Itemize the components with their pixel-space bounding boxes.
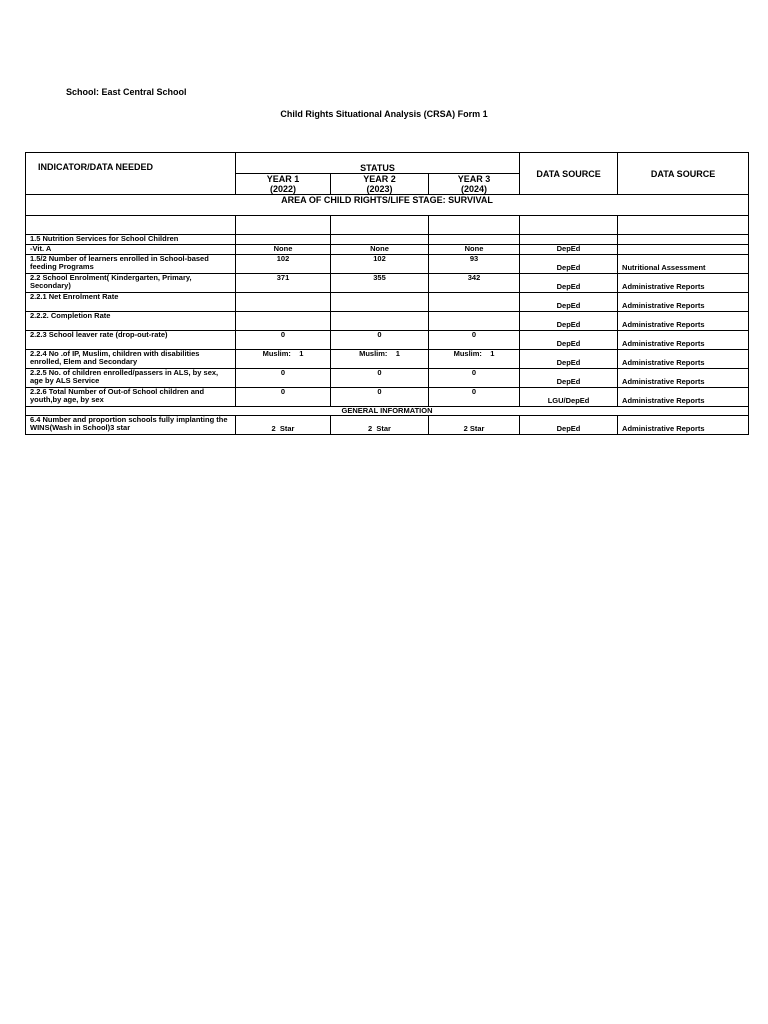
table-row (26, 311, 749, 330)
row-source-2 (618, 245, 749, 255)
blank-row (26, 216, 749, 235)
row-indicator: 2.2.1 Net Enrolment Rate (26, 292, 236, 311)
table-row (26, 387, 749, 406)
row-year-3: 342 (429, 273, 520, 292)
row-year-2: 102 (331, 254, 429, 273)
table-row (26, 292, 749, 311)
row-source-2: Administrative Reports (618, 368, 749, 387)
header-data-source-2: DATA SOURCE (618, 153, 749, 195)
general-info-label: GENERAL INFORMATION (26, 406, 749, 415)
row-year-2: 2 Star (331, 415, 429, 434)
row-source-1: DepEd (520, 273, 618, 292)
row-source-1: DepEd (520, 368, 618, 387)
row-year-2: 0 (331, 368, 429, 387)
year-2-sub: (2023) (366, 184, 393, 194)
row-year-3: 0 (429, 368, 520, 387)
header-status: STATUS (236, 153, 520, 174)
row-year-2: Muslim: 1 (331, 349, 429, 368)
table-row (26, 415, 749, 434)
row-year-3: 2 Star (429, 415, 520, 434)
row-source-1: DepEd (520, 292, 618, 311)
row-year-1: 371 (236, 273, 331, 292)
row-year-1 (236, 235, 331, 245)
row-year-2: 0 (331, 387, 429, 406)
row-year-3 (429, 292, 520, 311)
year-1-sub: (2022) (269, 184, 296, 194)
header-indicator: INDICATOR/DATA NEEDED (26, 153, 236, 195)
table-row (26, 235, 749, 245)
crsa-table (25, 152, 749, 435)
header-year-2 (331, 174, 429, 195)
row-year-2 (331, 235, 429, 245)
year-1-label: YEAR 1 (266, 174, 300, 184)
row-year-3: Muslim: 1 (429, 349, 520, 368)
row-source-2: Administrative Reports (618, 311, 749, 330)
form-title: Child Rights Situational Analysis (CRSA) Form 1 (280, 109, 488, 119)
row-year-1: None (236, 245, 331, 255)
table-row (26, 273, 749, 292)
row-year-2 (331, 292, 429, 311)
table-row (26, 254, 749, 273)
row-year-1: 2 Star (236, 415, 331, 434)
row-year-3: 93 (429, 254, 520, 273)
header-row (26, 153, 749, 174)
row-indicator: 1.5 Nutrition Services for School Children (26, 235, 236, 245)
row-year-2: 355 (331, 273, 429, 292)
row-year-2 (331, 311, 429, 330)
row-year-1: Muslim: 1 (236, 349, 331, 368)
row-source-2: Administrative Reports (618, 273, 749, 292)
row-year-1: 0 (236, 368, 331, 387)
row-source-1: DepEd (520, 311, 618, 330)
row-indicator: 2.2.6 Total Number of Out-of School children and youth,by age, by sex (26, 387, 236, 406)
row-source-2: Administrative Reports (618, 415, 749, 434)
row-indicator: 2.2 School Enrolment( Kindergarten, Primary, Secondary) (26, 273, 236, 292)
row-source-1 (520, 235, 618, 245)
row-year-2: None (331, 245, 429, 255)
row-source-2: Administrative Reports (618, 349, 749, 368)
header-year-3 (429, 174, 520, 195)
row-year-3: 0 (429, 387, 520, 406)
row-year-1: 102 (236, 254, 331, 273)
row-indicator: -Vit. A (26, 245, 236, 255)
row-year-3 (429, 311, 520, 330)
row-indicator: 1.5/2 Number of learners enrolled in School-based feeding Programs (26, 254, 236, 273)
row-year-1 (236, 292, 331, 311)
row-source-1: DepEd (520, 349, 618, 368)
row-source-2: Nutritional Assessment (618, 254, 749, 273)
row-year-1 (236, 311, 331, 330)
header-year-1 (236, 174, 331, 195)
row-year-1: 0 (236, 330, 331, 349)
row-year-1: 0 (236, 387, 331, 406)
school-name: School: East Central School (66, 87, 187, 97)
year-3-sub: (2024) (461, 184, 488, 194)
row-year-3: None (429, 245, 520, 255)
row-indicator: 2.2.3 School leaver rate (drop-out-rate) (26, 330, 236, 349)
row-source-1: DepEd (520, 415, 618, 434)
general-info-row (26, 406, 749, 415)
row-source-2: Administrative Reports (618, 387, 749, 406)
header-data-source-1: DATA SOURCE (520, 153, 618, 195)
table-row (26, 368, 749, 387)
row-indicator: 6.4 Number and proportion schools fully implanting the WINS(Wash in School)3 star (26, 415, 236, 434)
row-source-2: Administrative Reports (618, 330, 749, 349)
row-source-1: DepEd (520, 330, 618, 349)
row-year-3 (429, 235, 520, 245)
area-row (26, 195, 749, 216)
table-row (26, 245, 749, 255)
row-source-1: DepEd (520, 245, 618, 255)
year-2-label: YEAR 2 (363, 174, 396, 184)
row-year-3: 0 (429, 330, 520, 349)
row-indicator: 2.2.5 No. of children enrolled/passers in ALS, by sex, age by ALS Service (26, 368, 236, 387)
row-indicator: 2.2.2. Completion Rate (26, 311, 236, 330)
row-year-2: 0 (331, 330, 429, 349)
row-source-1: DepEd (520, 254, 618, 273)
table-row (26, 330, 749, 349)
area-label: AREA OF CHILD RIGHTS/LIFE STAGE: SURVIVAL (26, 195, 749, 216)
row-source-2: Administrative Reports (618, 292, 749, 311)
row-source-2 (618, 235, 749, 245)
row-indicator: 2.2.4 No .of IP, Muslim, children with disabilities enrolled, Elem and Secondary (26, 349, 236, 368)
year-3-label: YEAR 3 (457, 174, 491, 184)
row-source-1: LGU/DepEd (520, 387, 618, 406)
table-row (26, 349, 749, 368)
